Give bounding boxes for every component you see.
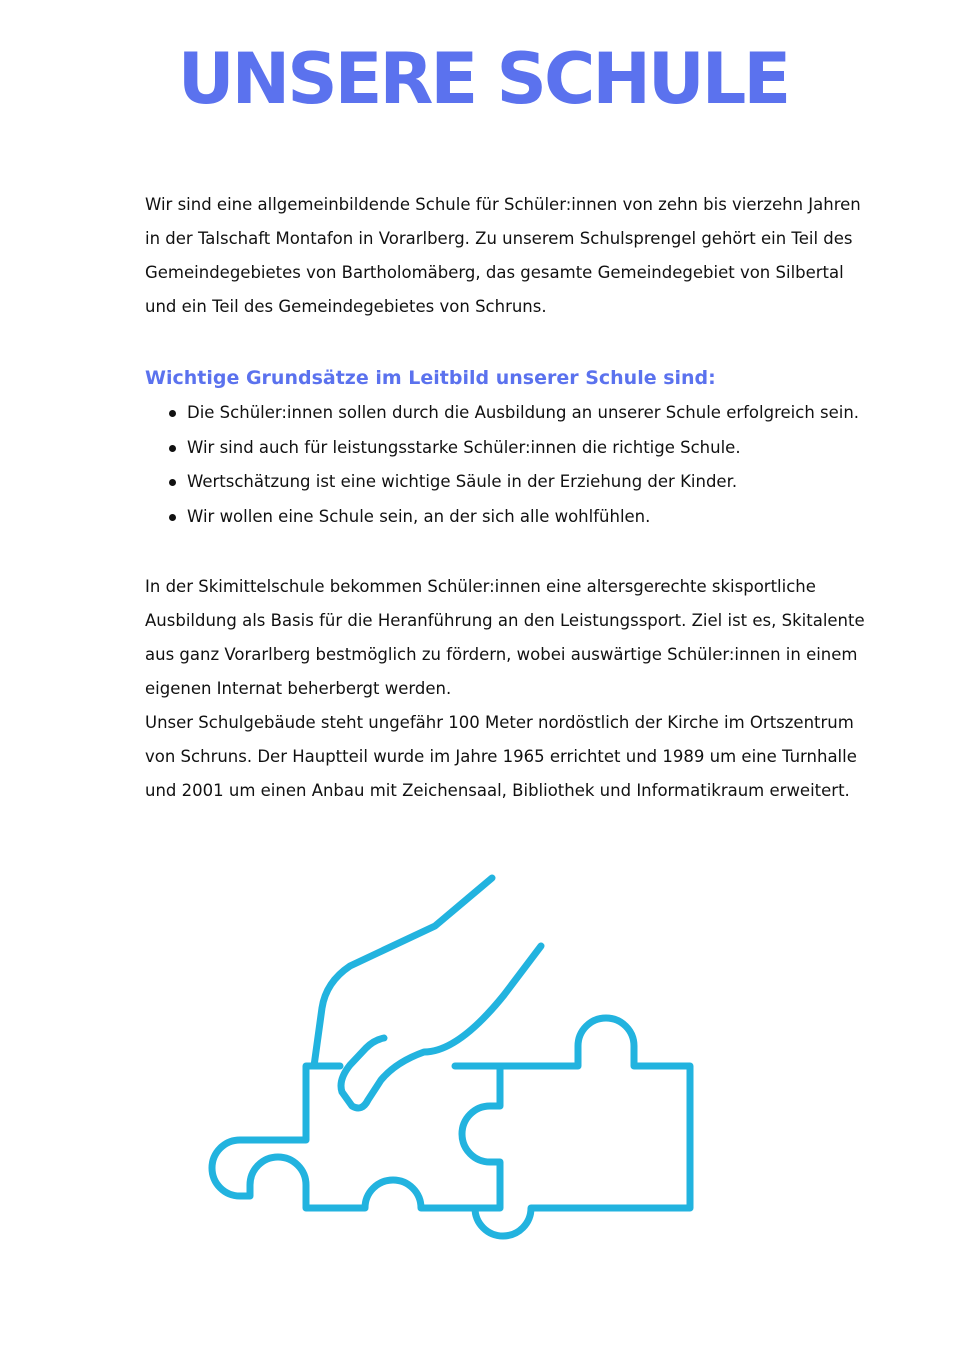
hand-finger [341, 946, 541, 1108]
list-item: Die Schüler:innen sollen durch die Ausbildung an unserer Schule erfolgreich sein. [187, 396, 865, 431]
page-title: UNSERE SCHULE [177, 38, 789, 120]
building-paragraph: Unser Schulgebäude steht ungefähr 100 Meter nordöstlich der Kirche im Ortszentrum von Schruns. Der Hauptteil wurde im Jahre 1965 errichtet und 1989 um eine Turnhalle und 2001 um einen Anbau mit Zeichensaal, Bibliothek und Informatikraum erweitert. [145, 713, 857, 800]
ski-paragraph: In der Skimittelschule bekommen Schüler:innen eine altersgerechte skisportliche Ausbildung als Basis für die Heranführung an den Leistungssport. Ziel ist es, Skitalente aus ganz Vorarlberg bestmöglich zu fördern, wobei auswärtige Schüler:innen in einem eigenen Internat beherbergt werden. [145, 577, 865, 698]
right-puzzle-piece [475, 1018, 690, 1236]
principles-heading: Wichtige Grundsätze im Leitbild unserer Schule sind: [145, 367, 716, 389]
left-puzzle-piece [212, 1066, 500, 1208]
intro-paragraph: Wir sind eine allgemeinbildende Schule für Schüler:innen von zehn bis vierzehn Jahren in der Talschaft Montafon in Vorarlberg. Zu unserem Schulsprengel gehört ein Teil des Gemeindegebietes von Bartholomäberg, das gesamte Gemeindegebiet von Silbertal und ein Teil des Gemeindegebietes von Schruns. [145, 195, 861, 316]
hand-puzzle-icon [200, 860, 720, 1280]
principles-list [145, 396, 865, 534]
list-item: Wir sind auch für leistungsstarke Schüler:innen die richtige Schule. [187, 431, 865, 466]
list-item: Wir wollen eine Schule sein, an der sich alle wohlfühlen. [187, 500, 865, 535]
hand-puzzle-illustration [200, 860, 720, 1280]
list-item: Wertschätzung ist eine wichtige Säule in der Erziehung der Kinder. [187, 465, 865, 500]
main-content [145, 188, 865, 808]
